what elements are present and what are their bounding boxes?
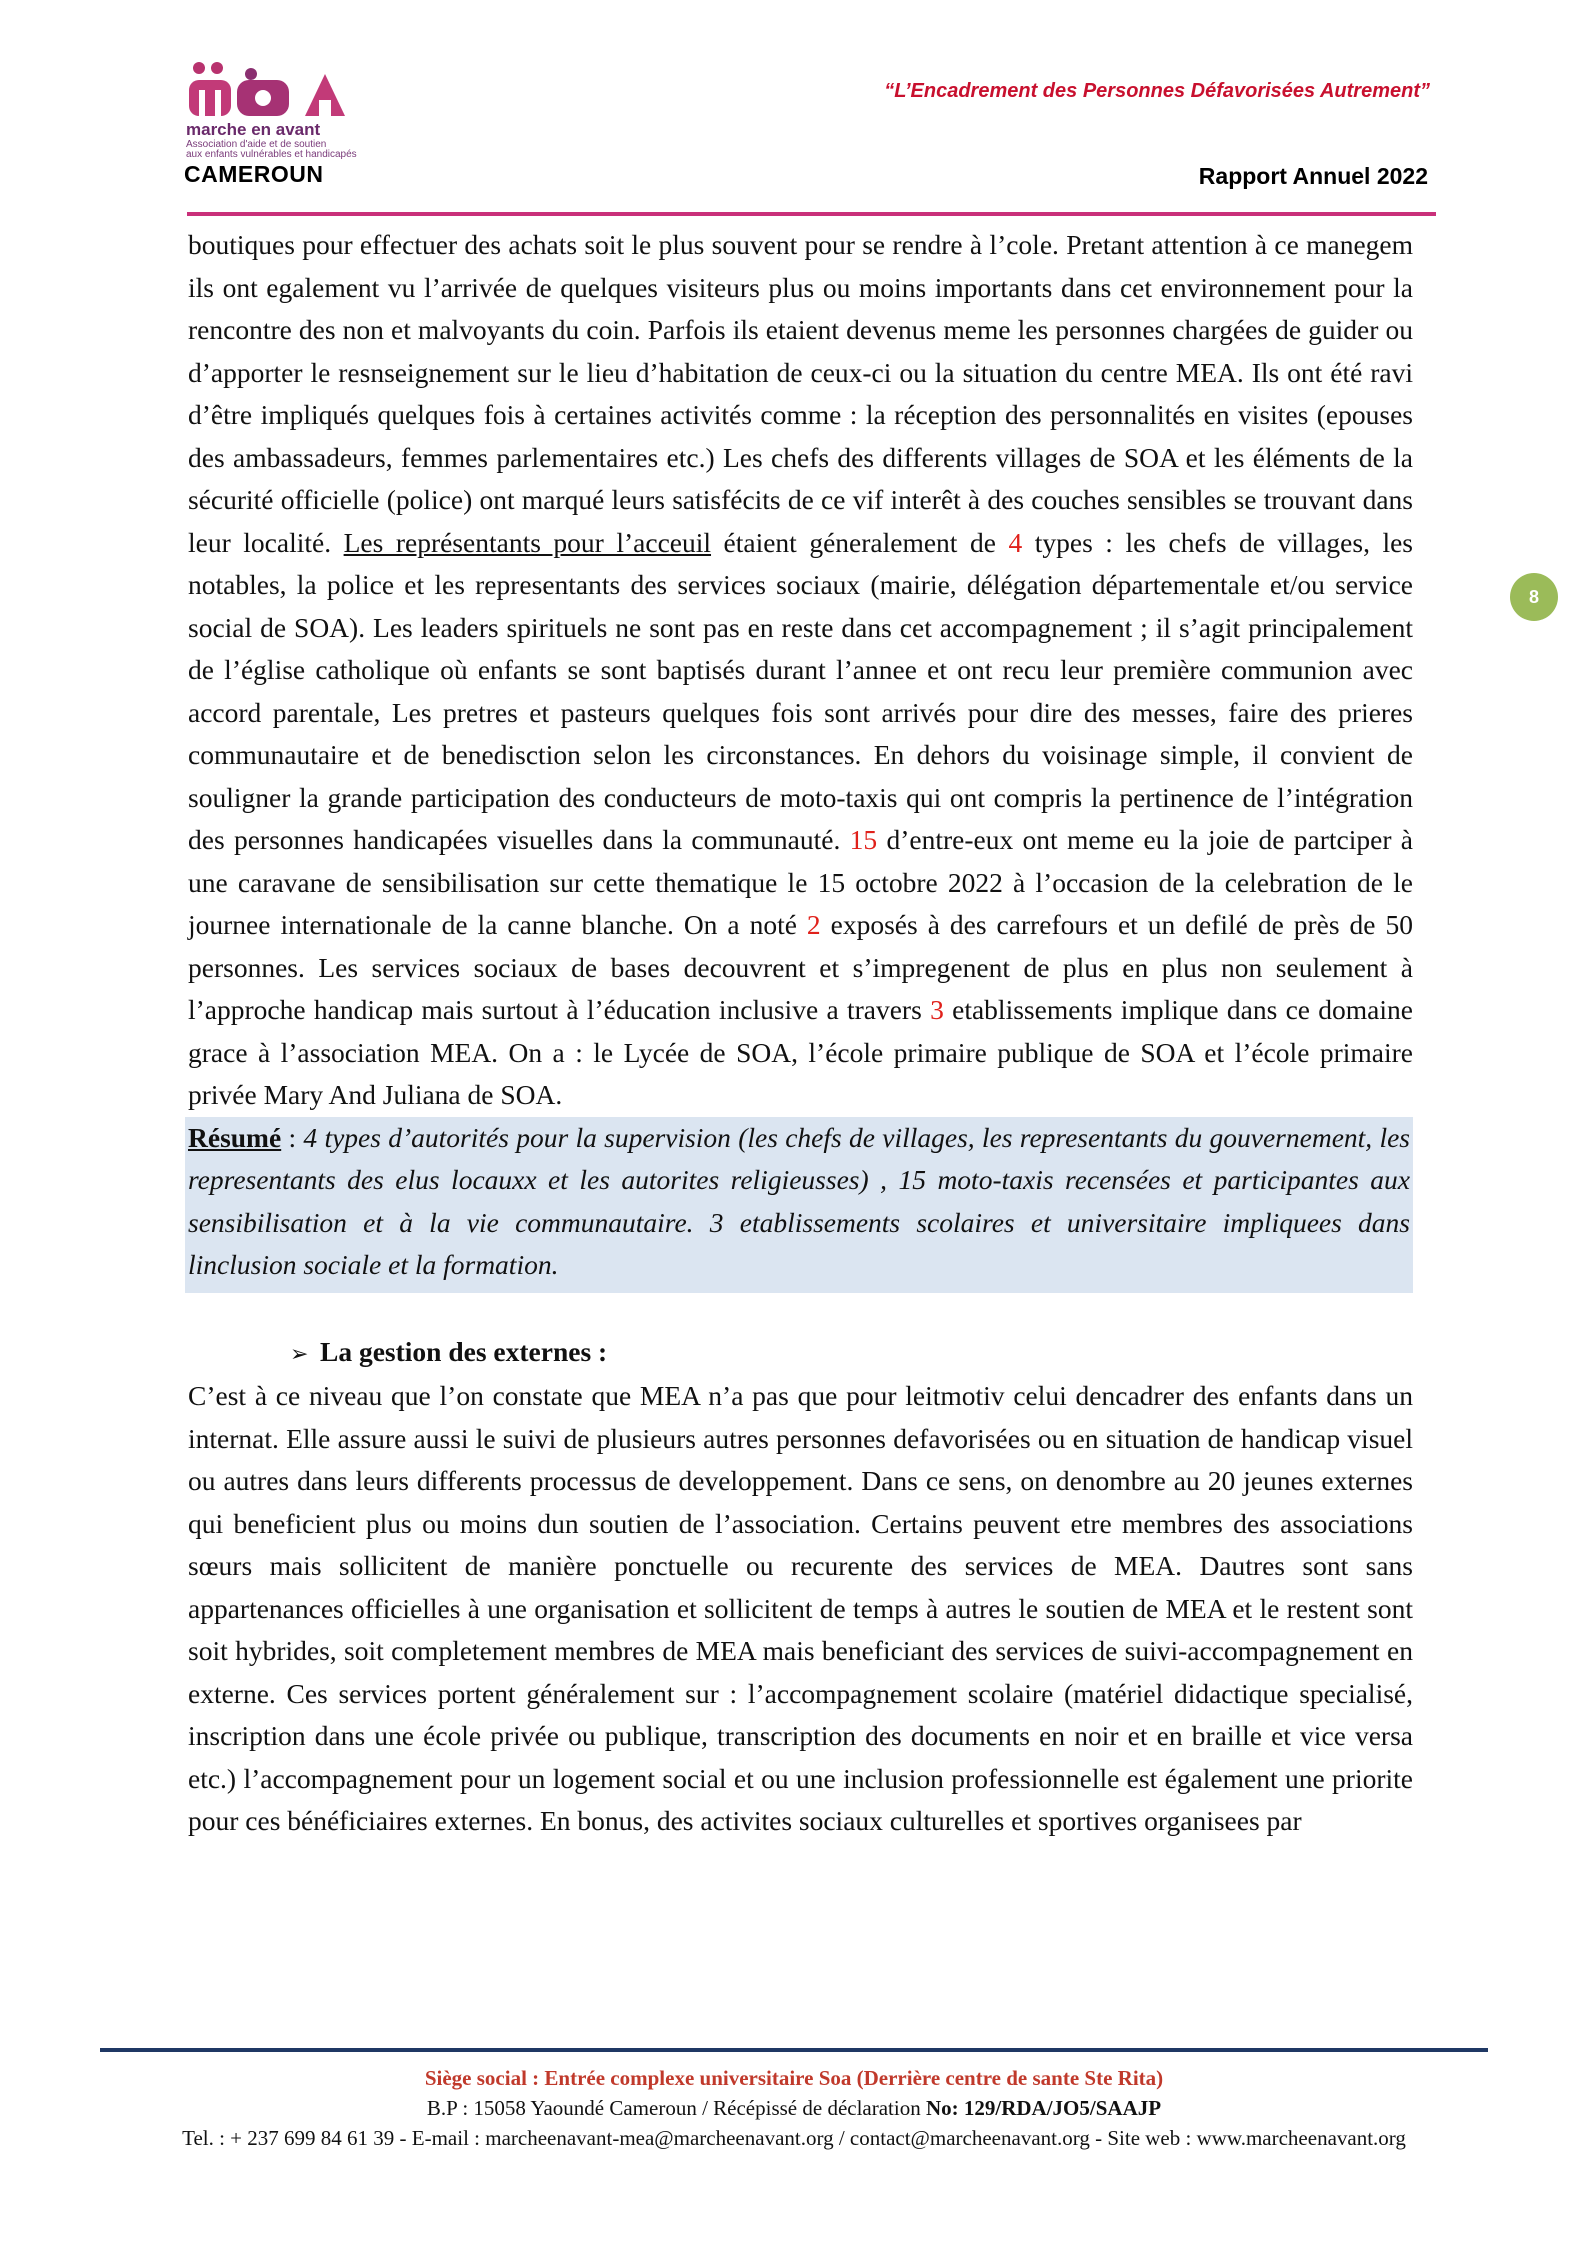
logo-country: CAMEROUN	[184, 161, 324, 187]
arrow-bullet-icon: ➢	[290, 1340, 309, 1366]
highlight-number: 4	[1008, 526, 1023, 558]
summary-box: Résumé : 4 types d’autorités pour la supervision (les chefs de villages, les representants du gouvernement, les representants des elus locauxx et les autorites religieusses) , 15 moto-taxis recensées et participantes aux sensibilisation et à la vie communautaire. 3 etablissements scolaires et universitaire impliquees dans linclusion sociale et la formation.	[185, 1117, 1413, 1293]
highlight-number: 3	[930, 994, 944, 1025]
summary-text: 4 types d’autorités pour la supervision (les chefs de villages, les representants du gouvernement, les representants des elus locauxx et les autorites religieusses) , 15 moto-taxis recensées et participantes aux sensibilisation et à la vie communautaire. 3 etablissements scolaires et universitaire impliquees dans linclusion sociale et la formation.	[188, 1121, 1410, 1280]
footer-divider	[100, 2048, 1488, 2052]
header-tagline: “L’Encadrement des Personnes Défavorisées Autrement”	[884, 80, 1430, 102]
paragraph-externes: C’est à ce niveau que l’on constate que MEA n’a pas que pour leitmotiv celui dencadrer des enfants dans un internat. Elle assure aussi le suivi de plusieurs autres personnes defavorisées ou en situation de handicap visuel ou autres dans leurs differents processus de developpement. Dans ce sens, on denombre au 20 jeunes externes qui beneficient plus ou moins dun soutien de l’association. Certains peuvent etre membres des associations sœurs mais sollicitent de manière ponctuelle ou recurente des services de MEA. Dautres sont sans appartenances officielles à une organisation et sollicitent de temps à autres le soutien de MEA et le restent sont soit hybrides, soit completement membres de MEA mais beneficiant des services de suivi-accompagnement en externe. Ces services portent généralement sur : l’accompagnement scolaire (matériel didactique specialisé, inscription dans une école privée ou publique, transcription des documents en noir et en braille et vice versa etc.) l’accompagnement pour un logement social et ou une inclusion professionnelle est également une priorite pour ces bénéficiaires externes. En bonus, des activites sociaux culturelles et sportives organisees par	[188, 1380, 1413, 1836]
section-heading-externes: ➢ La gestion des externes :	[188, 1331, 1413, 1376]
highlight-number: 2	[806, 909, 821, 940]
mea-logo	[180, 60, 360, 190]
logo-subtitle: Association d'aide et de soutien aux enfants vulnérables et handicapés	[186, 139, 357, 160]
summary-label: Résumé	[188, 1121, 282, 1153]
highlight-number: 15	[849, 824, 878, 855]
footer-registration: B.P : 15058 Yaoundé Cameroun / Récépissé de déclaration No: 129/RDA/JO5/SAAJP	[426, 2096, 1162, 2120]
logo-name: marche en avant	[186, 120, 321, 139]
footer-contact: Tel. : + 237 699 84 61 39 - E-mail : marcheenavant-mea@marcheenavant.org / contact@marcheenavant.org - Site web : www.marcheenavant.org	[182, 2126, 1406, 2150]
report-title: Rapport Annuel 2022	[1198, 163, 1428, 189]
mea-logo-mark	[185, 60, 350, 118]
header-divider	[187, 212, 1436, 216]
paragraph-community: boutiques pour effectuer des achats soit le plus souvent pour se rendre à l’cole. Pretant attention à ce manegem ils ont egalement vu l’arrivée de quelques visiteurs plus ou moins importants dans cet environnement pour la rencontre des non et malvoyants du coin. Parfois ils etaient devenus meme les personnes chargées de guider ou d’apporter le resnseignement sur le lieu d’habitation de ceux-ci ou la situation du centre MEA. Ils ont été ravi d’être impliqués quelques fois à certaines activités comme : la réception des personnalités en visites (epouses des ambassadeurs, femmes parlementaires etc.) Les chefs des differents villages de SOA et les éléments de la sécurité officielle (police) ont marqué leurs satisfécits de ce vif interêt à des couches sensibles se trouvant dans leur localité. Les représentants pour l’acceuil étaient géneralement de 4 types : les chefs de villages, les notables, la police et les representants des services sociaux (mairie, délégation départementale et/ou service social de SOA). Les leaders spirituels ne sont pas en reste dans cet accompagnement ; il s’agit principalement de l’église catholique où enfants se sont baptisés durant l’annee et ont recu leur première communion avec accord parentale, Les pretres et pasteurs quelques fois sont arrivés pour dire des messes, faire des prieres communautaire et de benedisction selon les circonstances. En dehors du voisinage simple, il convient de souligner la grande participation des conducteurs de moto-taxis qui ont compris la pertinence de l’intégration des personnes handicapées visuelles dans la communauté. 15 d’entre-eux ont meme eu la joie de partciper à une caravane de sensibilisation sur cette thematique le 15 octobre 2022 à l’occasion de la celebration de le journee internationale de la canne blanche. On a noté 2 exposés à des carrefours et un defilé de près de 50 personnes. Les services sociaux de bases decouvrent et s’impregenent de plus en plus non seulement à l’approche handicap mais surtout à l’éducation inclusive a travers 3 etablissements implique dans ce domaine grace à l’association MEA. On a : le Lycée de SOA, l’école primaire publique de SOA et l’école primaire privée Mary And Juliana de SOA.	[188, 229, 1414, 1110]
page-number-badge: 8	[1510, 573, 1558, 621]
document-body	[188, 224, 1413, 1843]
footer-address: Siège social : Entrée complexe universitaire Soa (Derrière centre de sante Ste Rita)	[424, 2066, 1164, 2090]
underlined-phrase: Les représentants pour l’acceuil	[343, 526, 712, 558]
